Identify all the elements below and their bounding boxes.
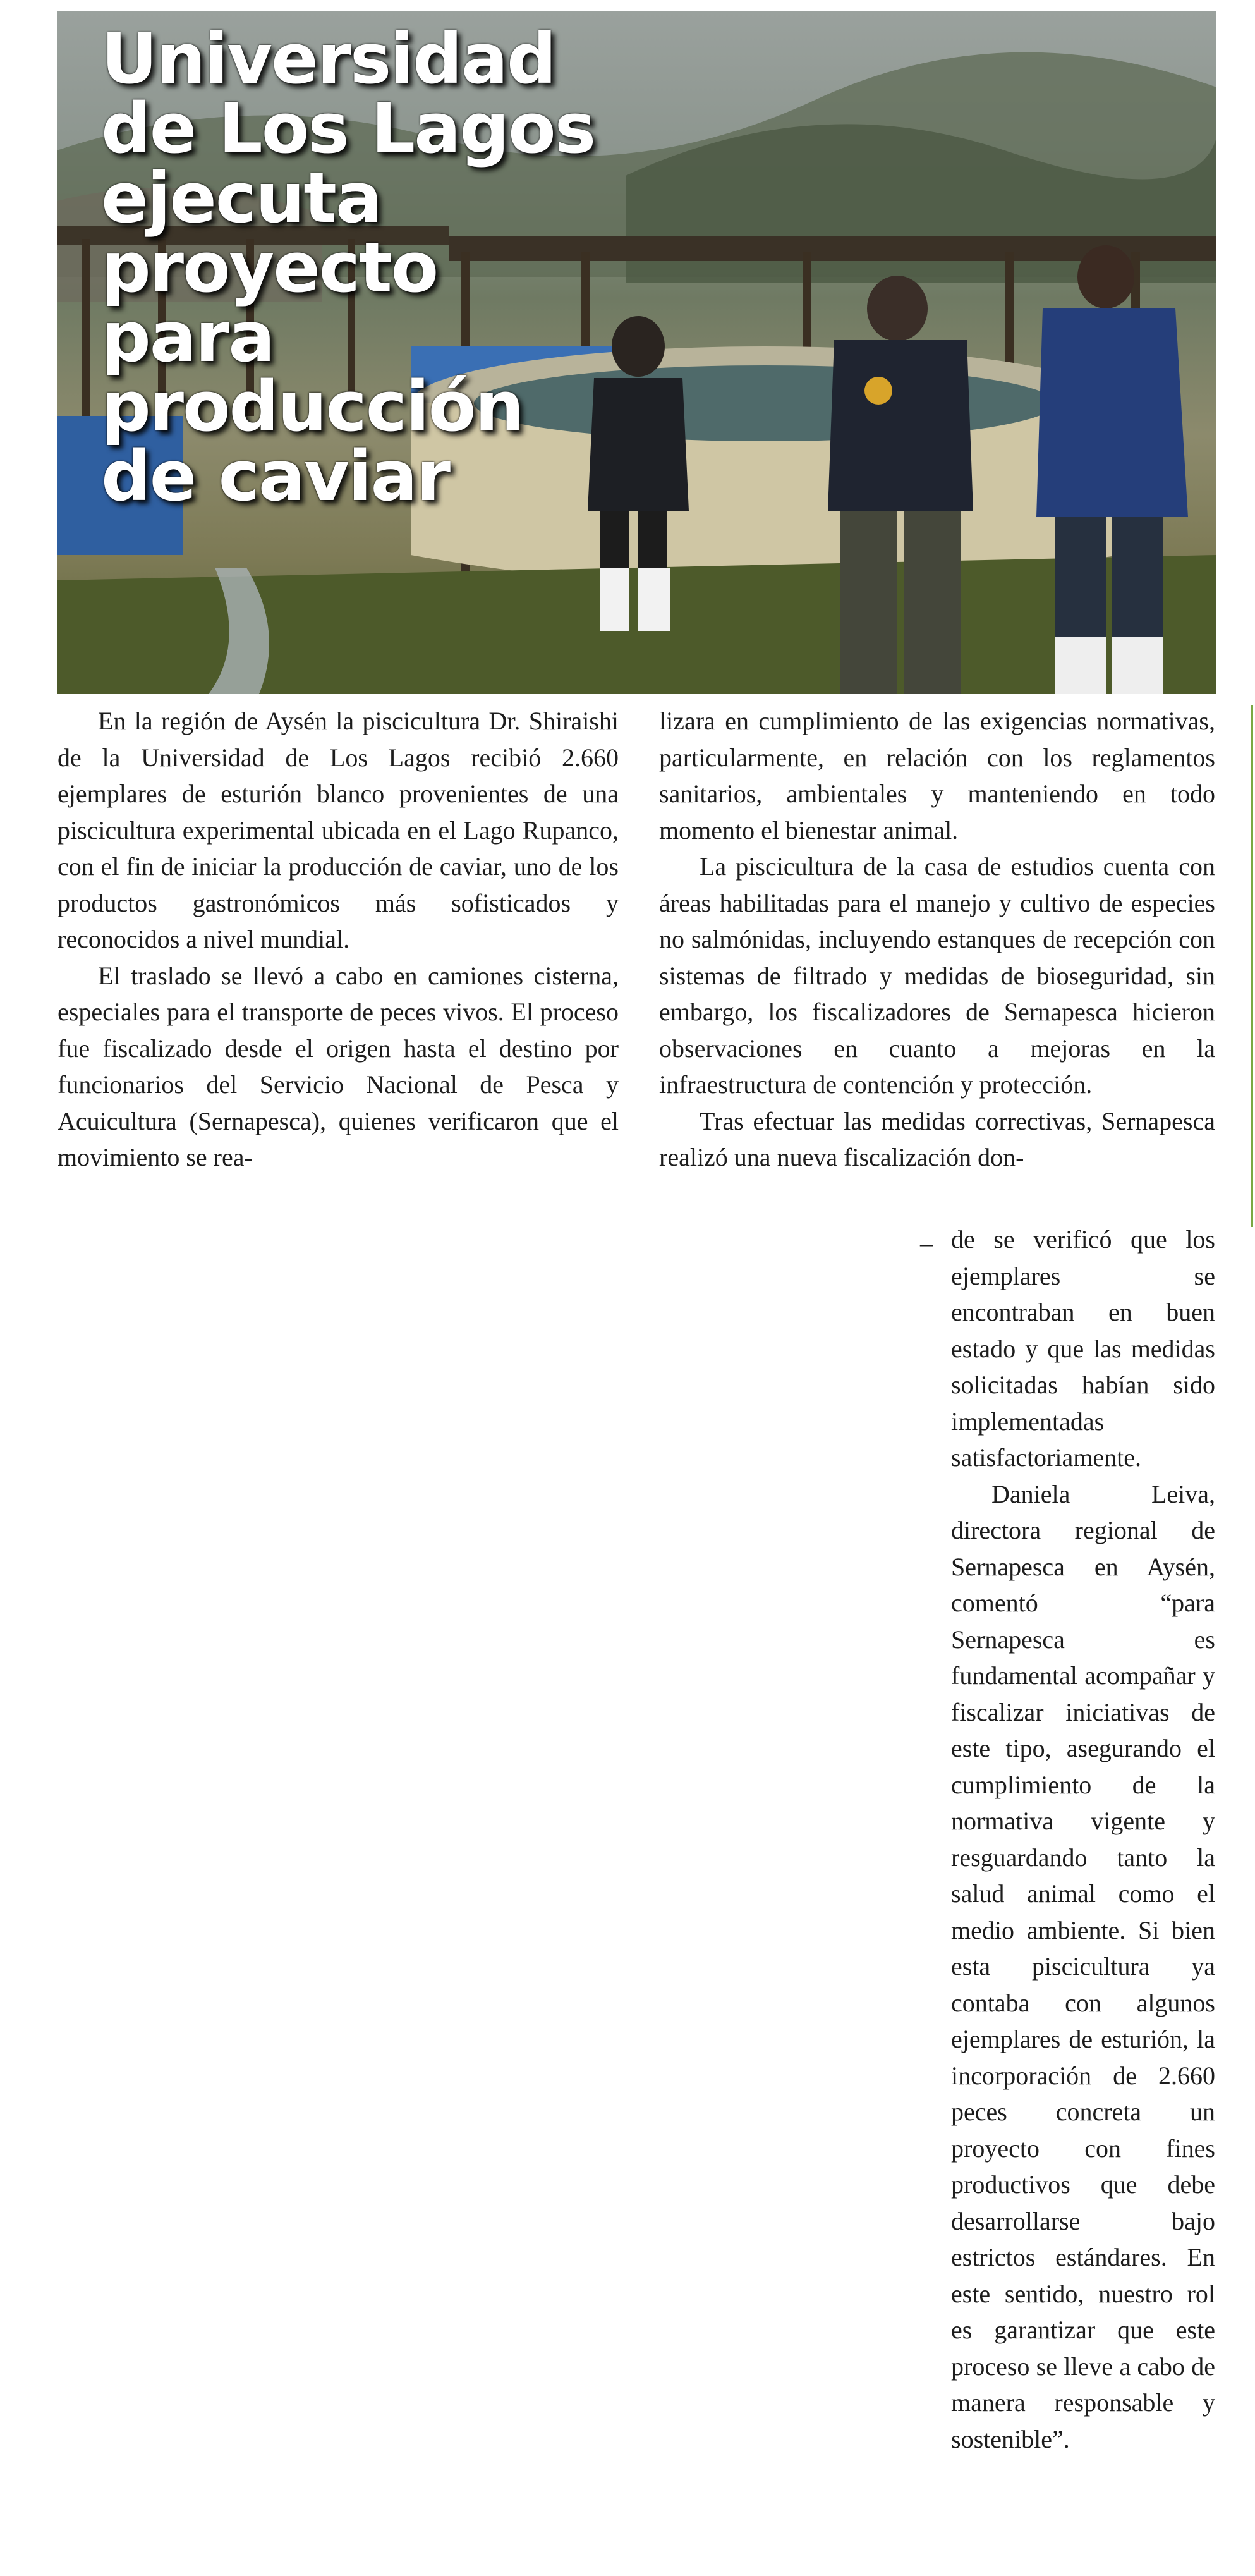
article-headline: Universidad de Los Lagos ejecuta proyecto para producción de caviar (101, 18, 595, 516)
paragraph: Daniela Leiva, directora regional de Sernapesca en Aysén, comentó “para Sernapesca es fundamental acompañar y fiscalizar iniciativas de este tipo, asegurando el cumplimiento de la normativa vigente y resguardando tanto la salud animal como el medio ambiente. Si bien esta piscicultura ya contaba con algunos ejemplares de esturión, la incorporación de 2.660 peces concreta un proyecto con fines productivos que debe desarrollarse bajo estrictos estándares. En este sentido, nuestro rol es garantizar que este proceso se lleve a cabo de manera responsable y sostenible”. (951, 1479, 1215, 2453)
paragraph: En la región de Aysén la piscicultura Dr. Shiraishi de la Universidad de Los Lagos recibió 2.660 ejemplares de esturión blanco provenientes de una piscicultura experimental ubicada en el Lago Rupanco, con el fin de iniciar la producción de caviar, uno de los productos gastronómicos más sofisticados y reconocidos a nivel mundial. (58, 707, 619, 953)
article-photo (57, 11, 1216, 694)
paragraph: lizara en cumplimiento de las exigencias normativas, particularmente, en relación con los reglamentos sanitarios, ambientales y manteniendo en todo momento el bienestar animal. (659, 707, 1215, 845)
article-column-3 (951, 1221, 1215, 2457)
article-column-1 (58, 703, 619, 1176)
continuation-dash: – (920, 1229, 933, 1257)
paragraph: de se verificó que los ejemplares se encontraban en buen estado y que las medidas solicitadas habían sido implementadas satisfactoriamente. (951, 1225, 1215, 1472)
paragraph: La piscicultura de la casa de estudios cuenta con áreas habilitadas para el manejo y cultivo de especies no salmónidas, incluyendo estanques de recepción con sistemas de filtrado y medidas de bioseguridad, sin embargo, los fiscalizadores de Sernapesca hicieron observaciones en cuanto a mejoras en la infraestructura de contención y protección. (659, 852, 1215, 1099)
paragraph: El traslado se llevó a cabo en camiones cisterna, especiales para el transporte de peces vivos. El proceso fue fiscalizado desde el origen hasta el destino por funcionarios del Servicio Nacional de Pesca y Acuicultura (Sernapesca), quienes verificaron que el movimiento se rea- (58, 961, 619, 1171)
accent-rule (1251, 705, 1253, 1227)
paragraph: Tras efectuar las medidas correctivas, Sernapesca realizó una nueva fiscalización don- (659, 1106, 1215, 1171)
article-column-2 (659, 703, 1215, 1176)
